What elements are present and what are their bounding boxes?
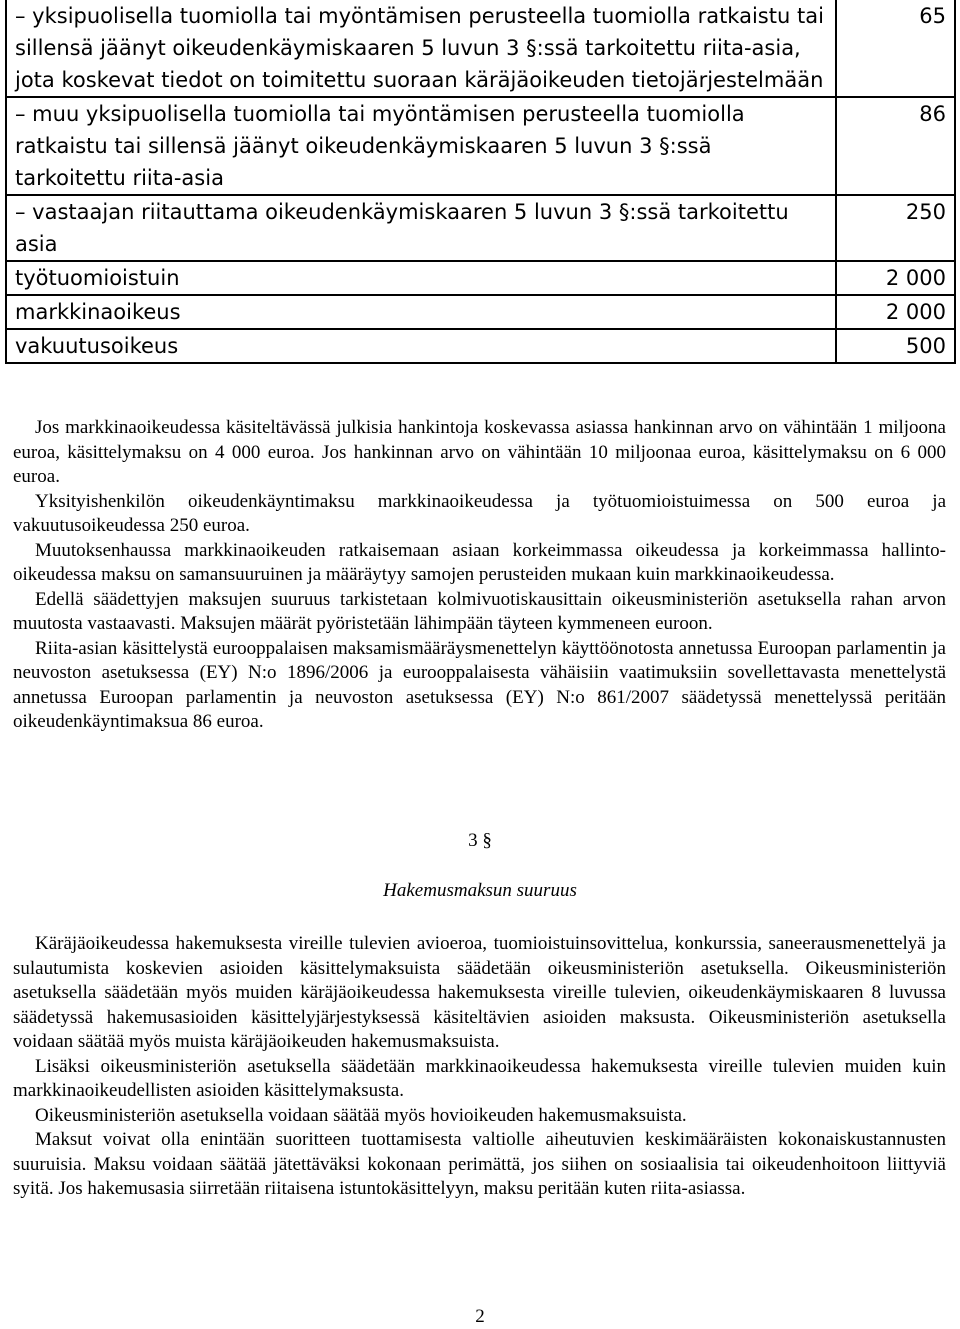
paragraph: Maksut voivat olla enintään suoritteen tuottamisesta valtiolle aiheutuvien keskimääräisten kokonaiskustannusten suuruisia. Maksu voidaan säätää jätettäväksi kokonaan perimättä, jos siihen on sosiaalisia tai oikeudenhoitoon liittyviä syitä. Jos hakemusasia siirretään riitaisena istuntokäsittelyyn, maksu peritään kuten riita-asiassa. — [13, 1129, 946, 1199]
fee-amount: 500 — [836, 329, 955, 363]
fee-label: – muu yksipuolisella tuomiolla tai myöntämisen perusteella tuomiolla ratkaistu tai sillensä jäänyt oikeudenkäymiskaaren 5 luvun 3 §:ssä tarkoitettu riita-asia — [6, 97, 836, 195]
fee-label: – yksipuolisella tuomiolla tai myöntämisen perusteella tuomiolla ratkaistu tai sillensä jäänyt oikeudenkäymiskaaren 5 luvun 3 §:ssä tarkoitettu riita-asia, jota koskevat tiedot on toimitettu suoraan käräjäoikeuden tietojärjestelmään — [6, 0, 836, 97]
section-title: Hakemusmaksun suuruus — [383, 880, 577, 901]
fee-amount: 86 — [836, 97, 955, 195]
table-row — [6, 0, 955, 97]
fee-label: – vastaajan riitauttama oikeudenkäymiskaaren 5 luvun 3 §:ssä tarkoitettu asia — [6, 195, 836, 261]
fee-label: työtuomioistuin — [6, 261, 836, 295]
fee-amount: 65 — [836, 0, 955, 97]
table-row — [6, 295, 955, 329]
page-number: 2 — [475, 1306, 485, 1327]
fee-table — [5, 0, 956, 364]
paragraph: Lisäksi oikeusministeriön asetuksella säädetään markkinaoikeudessa hakemuksesta vireille tulevien muiden kuin markkinaoikeudellisten asioiden käsittelymaksusta. — [13, 1055, 946, 1101]
table-row — [6, 97, 955, 195]
fee-amount: 2 000 — [836, 295, 955, 329]
fee-label: vakuutusoikeus — [6, 329, 836, 363]
paragraph: Käräjäoikeudessa hakemuksesta vireille tulevien avioeroa, tuomioistuinsovittelua, konkurssia, saneerausmenettelyä ja sulautumista koskevien asioiden käsittelymaksuista säädetään oikeusministeriön asetuksella. Oikeusministeriön asetuksella säädetään myös muiden käräjäoikeudessa hakemuksesta vireille tulevien, oikeudenkäymiskaaren 8 luvussa säädetyssä hakemusasioiden käsittelyjärjestyksessä käsiteltävien asioiden maksusta. Oikeusministeriön asetuksella voidaan säätää myös muista käräjäoikeuden hakemusmaksuista. — [13, 933, 946, 1052]
paragraph: Riita-asian käsittelystä eurooppalaisen maksamismääräysmenettelyn käyttöönotosta annetussa Euroopan parlamentin ja neuvoston asetuksessa (EY) N:o 1896/2006 ja eurooppalaisesta vähäisiin vaatimuksiin sovellettavasta menettelystä annetussa Euroopan parlamentin ja neuvoston asetuksessa (EY) N:o 861/2007 säädetyssä menettelyssä peritään oikeudenkäyntimaksua 86 euroa. — [13, 637, 946, 732]
paragraph: Oikeusministeriön asetuksella voidaan säätää myös hovioikeuden hakemusmaksuista. — [35, 1104, 687, 1126]
table-row — [6, 329, 955, 363]
paragraph: Muutoksenhaussa markkinaoikeuden ratkaisemaan asiaan korkeimmassa oikeudessa ja korkeimmassa hallinto-oikeudessa maksu on samansuuruinen ja määräytyy samojen perusteiden mukaan kuin markkinaoikeudessa. — [13, 539, 946, 585]
paragraph: Yksityishenkilön oikeudenkäyntimaksu markkinaoikeudessa ja työtuomioistuimessa on 500 euroa ja vakuutusoikeudessa 250 euroa. — [13, 490, 946, 536]
fee-amount: 250 — [836, 195, 955, 261]
table-row — [6, 195, 955, 261]
paragraph: Edellä säädettyjen maksujen suuruus tarkistetaan kolmivuotiskausittain oikeusministeriön asetuksella rahan arvon muutosta vastaavasti. Maksujen määrät pyöristetään lähimpään täyteen kymmeneen euroon. — [13, 588, 946, 634]
body-text-lower — [13, 932, 946, 1202]
section-number: 3 § — [468, 830, 492, 851]
table-row — [6, 261, 955, 295]
fee-label: markkinaoikeus — [6, 295, 836, 329]
body-text-upper — [13, 416, 946, 735]
paragraph: Jos markkinaoikeudessa käsiteltävässä julkisia hankintoja koskevassa asiassa hankinnan arvo on vähintään 1 miljoona euroa, käsittelymaksu on 4 000 euroa. Jos hankinnan arvo on vähintään 10 miljoonaa euroa, käsittelymaksu on 6 000 euroa. — [13, 417, 946, 487]
fee-amount: 2 000 — [836, 261, 955, 295]
